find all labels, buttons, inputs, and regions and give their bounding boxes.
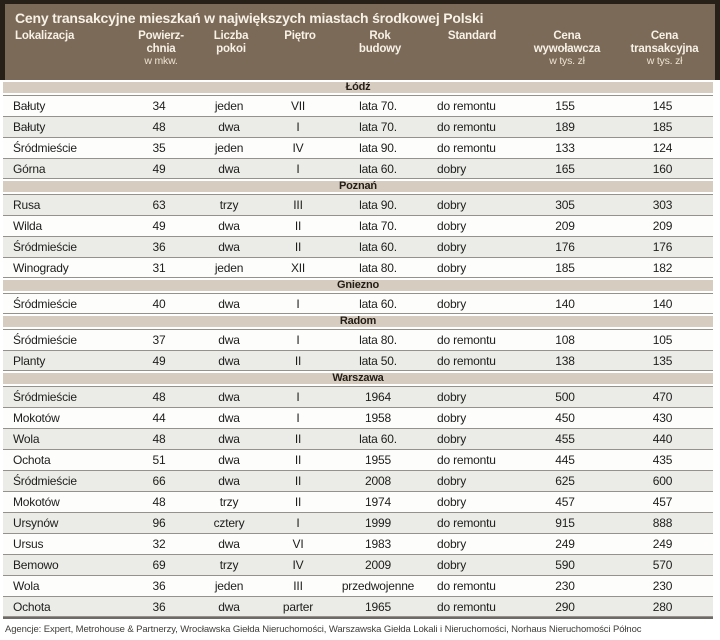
column-header-row [5, 29, 715, 67]
cell-build-year: lata 60. [359, 296, 397, 311]
cell-area: 63 [152, 198, 166, 212]
cell-build-year: 1965 [365, 599, 391, 614]
cell-area: 48 [152, 390, 166, 404]
cell-transaction-price: 185 [652, 120, 673, 134]
cell-floor: III [293, 579, 303, 593]
cell-floor: II [294, 432, 302, 446]
cell-floor: II [294, 453, 302, 467]
cell-standard: dobry [437, 161, 467, 176]
cell-floor: I [296, 333, 300, 347]
cell-location: Śródmieście [13, 390, 77, 404]
table-row [3, 575, 713, 596]
cell-asking-price: 185 [555, 260, 575, 275]
cell-floor: parter [282, 599, 314, 614]
cell-asking-price: 209 [555, 219, 575, 233]
cell-location: Rusa [13, 198, 41, 212]
cell-asking-price: 590 [555, 558, 575, 572]
cell-standard: do remontu [437, 516, 496, 530]
cell-standard: do remontu [437, 453, 496, 467]
cell-transaction-price: 440 [652, 432, 673, 446]
cell-floor: II [294, 353, 302, 368]
cell-asking-price: 140 [555, 296, 575, 311]
cell-build-year: lata 70. [359, 120, 397, 134]
city-section-header: Radom [3, 314, 713, 329]
cell-build-year: lata 60. [359, 432, 397, 446]
cell-floor: I [296, 161, 300, 176]
cell-area: 37 [152, 333, 166, 347]
cell-asking-price: 189 [555, 120, 575, 134]
cell-location: Planty [13, 353, 46, 368]
cell-rooms: trzy [219, 495, 239, 509]
table-row [3, 350, 713, 371]
cell-area: 51 [152, 453, 166, 467]
cell-location: Śródmieście [13, 474, 77, 488]
cell-area: 48 [152, 120, 166, 134]
cell-area: 32 [152, 537, 166, 551]
cell-transaction-price: 280 [652, 599, 673, 614]
cell-location: Mokotów [13, 411, 60, 425]
column-header-floor: Piętro [284, 30, 316, 42]
cell-standard: dobry [437, 474, 467, 488]
cell-transaction-price: 435 [652, 453, 673, 467]
cell-transaction-price: 303 [652, 198, 673, 212]
cell-rooms: jeden [214, 260, 244, 275]
cell-area: 36 [152, 240, 166, 254]
cell-area: 49 [152, 353, 166, 368]
cell-build-year: lata 80. [359, 333, 397, 347]
cell-asking-price: 290 [555, 599, 575, 614]
cell-transaction-price: 182 [652, 260, 673, 275]
cell-asking-price: 165 [555, 161, 575, 176]
table-row [3, 596, 713, 617]
cell-location: Śródmieście [13, 240, 77, 254]
cell-asking-price: 625 [555, 474, 575, 488]
city-section-header: Gniezno [3, 278, 713, 293]
cell-rooms: jeden [214, 99, 244, 113]
cell-floor: IV [292, 558, 304, 572]
cell-rooms: trzy [219, 558, 239, 572]
cell-asking-price: 249 [555, 537, 575, 551]
cell-transaction-price: 160 [652, 161, 673, 176]
cell-location: Bałuty [13, 120, 46, 134]
cell-asking-price: 915 [555, 516, 575, 530]
cell-location: Ursus [13, 537, 44, 551]
cell-standard: dobry [437, 495, 467, 509]
table-row [3, 158, 713, 179]
cell-build-year: 2009 [365, 558, 391, 572]
cell-transaction-price: 457 [652, 495, 673, 509]
cell-rooms: dwa [218, 333, 240, 347]
cell-build-year: lata 90. [359, 198, 397, 212]
cell-asking-price: 138 [555, 353, 575, 368]
cell-asking-price: 133 [555, 141, 575, 155]
city-section-header: Warszawa [3, 371, 713, 386]
cell-location: Bemowo [13, 558, 59, 572]
cell-build-year: przedwojenne [341, 579, 415, 593]
cell-location: Górna [13, 161, 46, 176]
cell-rooms: dwa [218, 537, 240, 551]
cell-transaction-price: 124 [652, 141, 673, 155]
cell-standard: dobry [437, 219, 467, 233]
cell-rooms: dwa [218, 453, 240, 467]
cell-build-year: lata 80. [359, 260, 397, 275]
cell-asking-price: 176 [555, 240, 575, 254]
cell-area: 66 [152, 474, 166, 488]
cell-rooms: dwa [218, 432, 240, 446]
cell-standard: dobry [437, 537, 467, 551]
cell-rooms: cztery [213, 516, 245, 530]
cell-transaction-price: 249 [652, 537, 673, 551]
table-row [3, 449, 713, 470]
cell-transaction-price: 430 [652, 411, 673, 425]
column-header-build-year: Rok budowy [358, 30, 402, 55]
cell-transaction-price: 105 [652, 333, 673, 347]
cell-standard: dobry [437, 240, 467, 254]
cell-floor: I [296, 516, 300, 530]
cell-asking-price: 305 [555, 198, 575, 212]
cell-location: Wilda [13, 219, 43, 233]
cell-floor: II [294, 474, 302, 488]
cell-floor: III [293, 198, 303, 212]
cell-rooms: trzy [219, 198, 239, 212]
cell-transaction-price: 145 [652, 99, 673, 113]
cell-transaction-price: 176 [652, 240, 673, 254]
cell-standard: dobry [437, 198, 467, 212]
cell-asking-price: 500 [555, 390, 575, 404]
table-row [3, 491, 713, 512]
cell-transaction-price: 570 [652, 558, 673, 572]
page-title: Ceny transakcyjne mieszkań w największych miastach środkowej Polski [15, 10, 484, 26]
cell-build-year: 2008 [365, 474, 391, 488]
cell-location: Wola [13, 579, 40, 593]
cell-area: 31 [152, 260, 166, 275]
cell-standard: do remontu [437, 333, 496, 347]
cell-area: 48 [152, 432, 166, 446]
table-row [3, 236, 713, 257]
cell-build-year: lata 70. [359, 99, 397, 113]
city-section-header: Poznań [3, 179, 713, 194]
cell-build-year: lata 50. [359, 353, 397, 368]
cell-rooms: dwa [218, 219, 240, 233]
cell-standard: dobry [437, 390, 467, 404]
table-body [3, 80, 713, 617]
cell-floor: VI [292, 537, 304, 551]
cell-rooms: dwa [218, 120, 240, 134]
column-header-location: Lokalizacja [15, 30, 75, 42]
cell-transaction-price: 140 [652, 296, 673, 311]
cell-build-year: 1964 [365, 390, 391, 404]
cell-area: 40 [152, 296, 166, 311]
cell-build-year: lata 90. [359, 141, 397, 155]
cell-rooms: dwa [218, 296, 240, 311]
cell-location: Wola [13, 432, 40, 446]
table-row [3, 470, 713, 491]
table-row [3, 554, 713, 575]
cell-area: 96 [152, 516, 166, 530]
cell-floor: II [294, 240, 302, 254]
cell-rooms: dwa [218, 390, 240, 404]
cell-rooms: dwa [218, 474, 240, 488]
cell-transaction-price: 209 [652, 219, 673, 233]
table-row [3, 95, 713, 116]
cell-standard: do remontu [437, 579, 496, 593]
cell-area: 69 [152, 558, 166, 572]
cell-standard: dobry [437, 296, 467, 311]
cell-build-year: lata 70. [359, 219, 397, 233]
cell-asking-price: 108 [555, 333, 575, 347]
cell-area: 44 [152, 411, 166, 425]
cell-asking-price: 457 [555, 495, 575, 509]
cell-transaction-price: 230 [652, 579, 673, 593]
cell-asking-price: 155 [555, 99, 575, 113]
column-header-rooms: Liczba pokoi [213, 30, 249, 55]
table-row [3, 116, 713, 137]
cell-rooms: dwa [218, 161, 240, 176]
cell-transaction-price: 135 [652, 353, 673, 368]
cell-location: Śródmieście [13, 333, 77, 347]
cell-standard: do remontu [437, 99, 496, 113]
cell-area: 34 [152, 99, 166, 113]
cell-asking-price: 230 [555, 579, 575, 593]
table-row [3, 512, 713, 533]
table-row [3, 257, 713, 278]
cell-floor: I [296, 120, 300, 134]
cell-area: 36 [152, 579, 166, 593]
cell-build-year: 1999 [365, 516, 391, 530]
cell-location: Mokotów [13, 495, 60, 509]
cell-build-year: lata 60. [359, 240, 397, 254]
cell-area: 49 [152, 161, 166, 176]
cell-asking-price: 455 [555, 432, 575, 446]
cell-location: Ochota [13, 453, 51, 467]
cell-build-year: 1958 [365, 411, 391, 425]
cell-standard: dobry [437, 260, 467, 275]
column-header-standard: Standard [447, 30, 497, 42]
cell-rooms: jeden [214, 141, 244, 155]
cell-build-year: lata 60. [359, 161, 397, 176]
cell-location: Śródmieście [13, 141, 77, 155]
cell-standard: dobry [437, 411, 467, 425]
cell-rooms: dwa [218, 599, 240, 614]
cell-asking-price: 445 [555, 453, 575, 467]
table-row [3, 293, 713, 314]
cell-area: 48 [152, 495, 166, 509]
cell-build-year: 1955 [365, 453, 391, 467]
cell-transaction-price: 888 [652, 516, 673, 530]
cell-floor: I [296, 390, 300, 404]
cell-floor: VII [290, 99, 306, 113]
cell-area: 35 [152, 141, 166, 155]
cell-rooms: dwa [218, 240, 240, 254]
cell-location: Ochota [13, 599, 51, 614]
column-header-area: Powierz- chnia w mkw. [138, 30, 184, 67]
cell-standard: dobry [437, 558, 467, 572]
table-row [3, 533, 713, 554]
cell-build-year: 1974 [365, 495, 391, 509]
cell-transaction-price: 470 [652, 390, 673, 404]
cell-rooms: jeden [214, 579, 244, 593]
cell-standard: do remontu [437, 141, 496, 155]
cell-floor: IV [292, 141, 304, 155]
cell-standard: do remontu [437, 120, 496, 134]
cell-location: Bałuty [13, 99, 46, 113]
source-note: Agencje: Expert, Metrohouse & Partnerzy, Wrocławska Giełda Nieruchomości, Warszawska Giełda Lokali i Nieruchomości, Norhaus Nieruchomości Północ [3, 617, 713, 635]
cell-area: 36 [152, 599, 166, 614]
cell-standard: do remontu [437, 353, 496, 368]
table-row [3, 329, 713, 350]
cell-area: 49 [152, 219, 166, 233]
table-header [0, 0, 720, 80]
table-row [3, 194, 713, 215]
cell-build-year: 1983 [365, 537, 391, 551]
table-row [3, 386, 713, 407]
cell-rooms: dwa [218, 411, 240, 425]
table-row [3, 407, 713, 428]
cell-asking-price: 450 [555, 411, 575, 425]
cell-floor: XII [290, 260, 306, 275]
cell-floor: II [294, 219, 302, 233]
cell-floor: I [296, 411, 300, 425]
column-header-transaction-price: Cena transakcyjna w tys. zł [630, 30, 699, 67]
cell-location: Winogrady [13, 260, 69, 275]
cell-floor: II [294, 495, 302, 509]
table-row [3, 428, 713, 449]
cell-location: Śródmieście [13, 296, 77, 311]
city-section-header: Łódź [3, 80, 713, 95]
cell-standard: dobry [437, 432, 467, 446]
column-header-asking-price: Cena wywoławcza w tys. zł [533, 30, 601, 67]
cell-standard: do remontu [437, 599, 496, 614]
cell-floor: I [296, 296, 300, 311]
table-row [3, 137, 713, 158]
cell-rooms: dwa [218, 353, 240, 368]
cell-location: Ursynów [13, 516, 59, 530]
table-row [3, 215, 713, 236]
cell-transaction-price: 600 [652, 474, 673, 488]
